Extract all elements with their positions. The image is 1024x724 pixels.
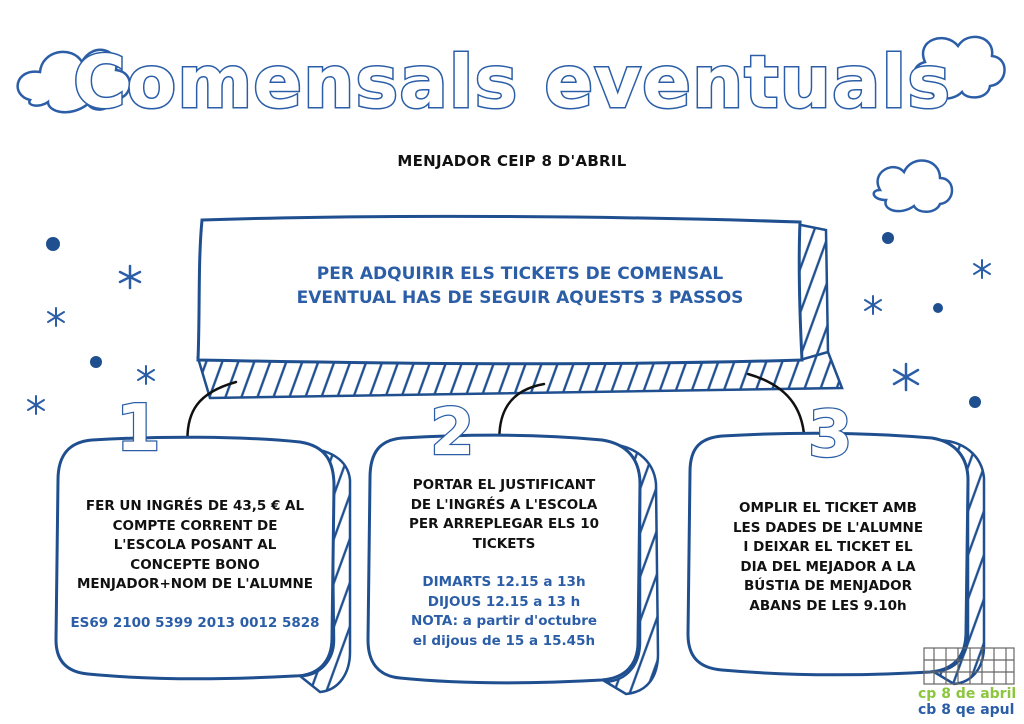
dot-icon bbox=[969, 396, 981, 408]
step-3-line: I DEIXAR EL TICKET EL bbox=[743, 539, 913, 555]
step-3-line: OMPLIR EL TICKET AMB bbox=[739, 500, 917, 516]
step-1-iban: ES69 2100 5399 2013 0012 5828 bbox=[70, 614, 320, 631]
step-2-note: el dijous de 15 a 15.45h bbox=[412, 632, 596, 649]
step-1-line: FER UN INGRÉS DE 43,5 € AL bbox=[85, 498, 305, 514]
star-icon bbox=[28, 396, 44, 414]
logo-text-bottom: cb 8 qe apul bbox=[918, 702, 1015, 718]
step-3-line: ABANS DE LES 9.10h bbox=[749, 597, 907, 614]
step-2-line: PORTAR EL JUSTIFICANT bbox=[412, 477, 596, 493]
star-icon bbox=[138, 366, 154, 384]
step-3-line: BÚSTIA DE MENJADOR bbox=[744, 578, 912, 594]
header-line-1: PER ADQUIRIR ELS TICKETS DE COMENSAL bbox=[316, 264, 724, 284]
dot-icon bbox=[46, 237, 60, 251]
dot-icon bbox=[90, 356, 102, 368]
star-icon bbox=[894, 364, 918, 390]
step-3-line: DIA DEL MEJADOR A LA bbox=[740, 558, 916, 575]
header-line-2: EVENTUAL HAS DE SEGUIR AQUESTS 3 PASSOS bbox=[296, 288, 744, 308]
step-2-line: TICKETS bbox=[472, 535, 536, 552]
step-2-note: NOTA: a partir d'octubre bbox=[410, 613, 598, 629]
step-number-3: 3 bbox=[808, 398, 853, 472]
star-icon bbox=[865, 296, 881, 314]
step-2-schedule: DIMARTS 12.15 a 13h bbox=[422, 574, 586, 590]
step-1-line: CONCEPTE BONO bbox=[130, 556, 260, 573]
star-icon bbox=[120, 266, 140, 288]
step-2-schedule: DIJOUS 12.15 a 13 h bbox=[427, 593, 581, 610]
step-3-line: LES DADES DE L'ALUMNE bbox=[732, 519, 924, 536]
page-subtitle: MENJADOR CEIP 8 D'ABRIL bbox=[397, 152, 627, 170]
page-title: Comensals eventuals bbox=[72, 40, 952, 124]
star-icon bbox=[48, 308, 64, 326]
step-1-line: MENJADOR+NOM DE L'ALUMNE bbox=[76, 576, 314, 592]
step-2-line: PER ARREPLEGAR ELS 10 bbox=[408, 516, 600, 532]
step-1-line: L'ESCOLA POSANT AL bbox=[113, 537, 277, 553]
step-1-text bbox=[58, 497, 332, 633]
step-2-line: DE L'INGRÉS A L'ESCOLA bbox=[410, 496, 598, 513]
header-text bbox=[240, 262, 800, 310]
dot-icon bbox=[933, 303, 943, 313]
step-3-text bbox=[690, 499, 966, 616]
step-2-text bbox=[370, 476, 638, 651]
dot-icon bbox=[882, 232, 894, 244]
step-number-2: 2 bbox=[430, 396, 475, 470]
step-1-line: COMPTE CORRENT DE bbox=[112, 517, 278, 534]
logo-text-top: cp 8 de abril bbox=[918, 686, 1017, 702]
star-icon bbox=[974, 260, 990, 278]
step-number-1: 1 bbox=[116, 392, 161, 466]
